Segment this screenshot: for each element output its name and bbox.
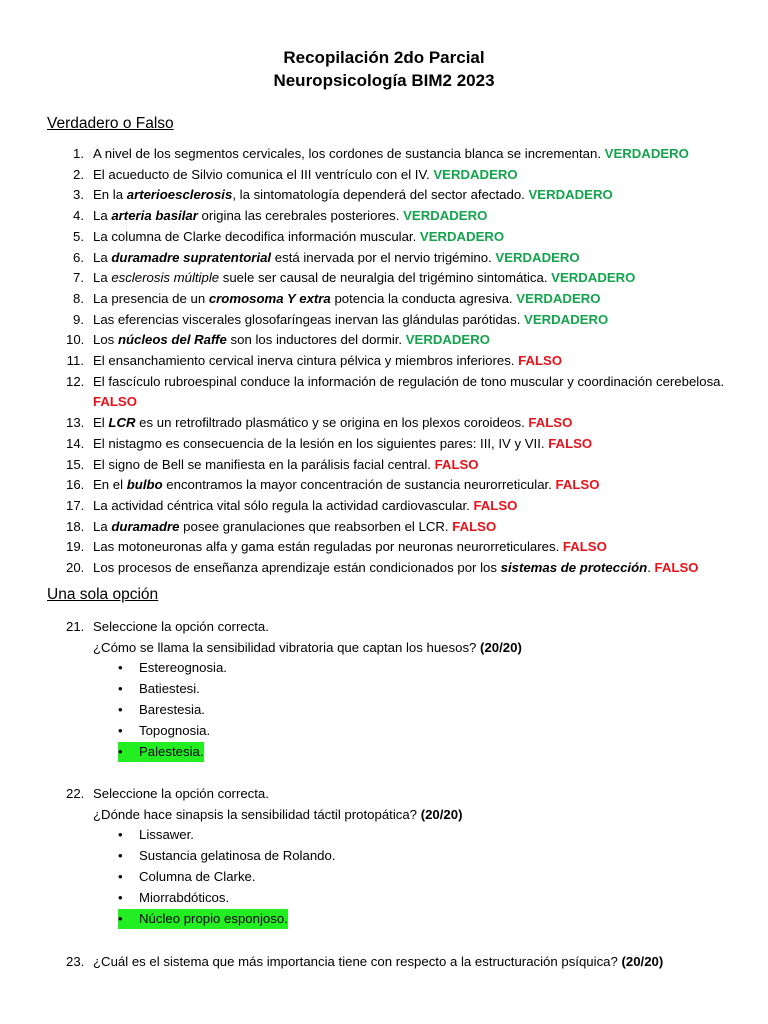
option-text: Columna de Clarke.	[139, 869, 256, 884]
item-statement	[93, 455, 733, 476]
statement-fragment: El nistagmo es consecuencia de la lesión en los siguientes pares: III, IV y VII.	[93, 435, 549, 451]
list-item	[0, 455, 768, 476]
answer-label: FALSO	[555, 477, 600, 493]
list-item	[0, 248, 768, 269]
option	[118, 658, 768, 679]
item-number: 15.	[66, 456, 85, 472]
item-statement	[93, 310, 733, 331]
list-item	[0, 434, 768, 455]
item-number: 18.	[66, 518, 85, 534]
answer-label: VERDADERO	[551, 270, 636, 286]
list-item	[0, 144, 768, 165]
section-heading-true-false: Verdadero o Falso	[47, 115, 174, 132]
list-item	[0, 558, 768, 579]
statement-fragment: El	[93, 415, 109, 431]
statement-fragment: En el	[93, 477, 127, 493]
option-text: Topognosia.	[139, 722, 211, 738]
item-number: 12.	[66, 373, 85, 389]
option-correct	[118, 742, 204, 763]
statement-fragment: encontramos la mayor concentración de sustancia neurorreticular.	[162, 477, 556, 493]
item-statement	[93, 206, 733, 227]
item-number: 3.	[73, 187, 84, 203]
statement-fragment: está inervada por el nervio trigémino.	[271, 249, 496, 265]
item-number: 7.	[73, 270, 84, 286]
list-item	[0, 475, 768, 496]
statement-fragment: La	[93, 249, 112, 265]
item-statement	[93, 185, 733, 206]
statement-fragment: posee granulaciones que reabsorben el LCR.	[179, 518, 453, 534]
question-score: (20/20)	[480, 639, 522, 655]
statement-fragment: es un retrofiltrado plasmático y se origina en los plexos coroideos.	[135, 415, 529, 431]
list-item	[0, 165, 768, 186]
statement-fragment: LCR	[108, 415, 136, 431]
answer-label: VERDADERO	[516, 290, 601, 306]
answer-label: FALSO	[434, 456, 479, 472]
statement-fragment: Las motoneuronas alfa y gama están reguladas por neuronas neurorreticulares.	[93, 539, 563, 555]
item-number: 14.	[66, 435, 85, 451]
statement-fragment: En la	[93, 187, 127, 203]
answer-label: VERDADERO	[419, 228, 505, 244]
statement-fragment: son los inductores del dormir.	[226, 332, 406, 348]
item-statement	[93, 537, 733, 558]
question-21	[0, 617, 768, 762]
option-correct	[118, 909, 288, 930]
list-item	[0, 372, 768, 413]
item-number: 8.	[73, 290, 84, 306]
question-score: (20/20)	[420, 806, 463, 822]
item-number: 5.	[73, 228, 84, 244]
bullet-icon: •	[118, 722, 123, 738]
bullet-icon: •	[118, 681, 123, 697]
option-text: Núcleo propio esponjoso.	[139, 910, 288, 926]
item-number: 16.	[66, 477, 85, 493]
item-statement	[93, 496, 733, 517]
question-23	[0, 952, 768, 973]
statement-fragment: El signo de Bell se manifiesta en la parálisis facial central.	[93, 456, 435, 472]
option-text: Sustancia gelatinosa de Rolando.	[139, 848, 336, 864]
document-title-line1: Recopilación 2do Parcial	[283, 48, 485, 67]
statement-fragment: La actividad céntrica vital sólo regula la actividad cardiovascular.	[93, 497, 474, 513]
bullet-icon: •	[118, 742, 139, 763]
statement-fragment: El acueducto de Silvio comunica el III ventrículo con el IV.	[93, 166, 434, 182]
item-number: 10.	[66, 332, 85, 348]
statement-fragment: La	[93, 270, 112, 286]
option-text: Estereognosia.	[139, 660, 227, 676]
statement-fragment: duramadre	[111, 518, 180, 534]
answer-label: VERDADERO	[524, 311, 609, 327]
statement-fragment: Los procesos de enseñanza aprendizaje están condicionados por los	[93, 560, 501, 576]
statement-fragment: El ensanchamiento cervical inerva cintura pélvica y miembros inferiores.	[93, 353, 519, 369]
question-score: (20/20)	[621, 954, 664, 969]
item-number: 11.	[66, 353, 84, 369]
option	[118, 867, 768, 888]
question-text	[93, 805, 768, 826]
statement-fragment: .	[647, 560, 655, 576]
bullet-icon: •	[118, 889, 123, 905]
item-number: 4.	[73, 208, 84, 224]
statement-fragment: El fascículo rubroespinal conduce la información de regulación de tono muscular y coordinación cerebelosa.	[93, 373, 725, 389]
statement-fragment: , la sintomatología dependerá del sector afectado.	[232, 187, 529, 203]
list-item	[0, 537, 768, 558]
bullet-icon: •	[118, 869, 123, 884]
option	[118, 679, 768, 700]
answer-label: FALSO	[452, 518, 497, 534]
list-item	[0, 351, 768, 372]
list-item	[0, 496, 768, 517]
statement-fragment: La presencia de un	[93, 290, 209, 306]
statement-fragment: duramadre supratentorial	[111, 249, 272, 265]
item-statement	[93, 351, 733, 372]
question-number: 23.	[66, 954, 85, 969]
option	[118, 888, 768, 909]
option	[118, 721, 768, 742]
item-number: 6.	[73, 249, 84, 265]
list-item	[0, 206, 768, 227]
statement-fragment: A nivel de los segmentos cervicales, los cordones de sustancia blanca se incrementan.	[93, 146, 605, 161]
statement-fragment: arteria basilar	[111, 208, 198, 224]
answer-label: VERDADERO	[528, 187, 613, 203]
answer-label: VERDADERO	[433, 166, 518, 182]
answer-label: FALSO	[528, 415, 573, 431]
document-title-line2: Neuropsicología BIM2 2023	[273, 71, 495, 90]
question-number: 22.	[66, 786, 85, 801]
item-statement	[93, 475, 733, 496]
item-number: 17.	[66, 497, 85, 513]
option-text: Lissawer.	[139, 827, 194, 843]
option-text: Miorrabdóticos.	[139, 889, 230, 905]
statement-fragment: núcleos del Raffe	[117, 332, 227, 348]
statement-fragment: Los	[93, 332, 118, 348]
statement-fragment: esclerosis múltiple	[111, 270, 220, 286]
item-statement	[93, 289, 733, 310]
list-item	[0, 227, 768, 248]
statement-fragment: La	[93, 518, 112, 534]
item-statement	[93, 517, 733, 538]
list-item	[0, 517, 768, 538]
item-number: 19.	[66, 539, 85, 555]
item-number: 9.	[73, 311, 84, 327]
answer-label: FALSO	[562, 539, 607, 555]
statement-fragment: origina las cerebrales posteriores.	[197, 208, 404, 224]
option	[118, 700, 768, 721]
option-text: Batiestesi.	[139, 681, 200, 697]
bullet-icon: •	[118, 827, 123, 843]
item-number: 20.	[66, 560, 85, 576]
statement-fragment: La columna de Clarke decodifica información muscular.	[93, 228, 420, 244]
section-heading-single-option: Una sola opción	[47, 586, 159, 603]
statement-fragment: Las eferencias viscerales glosofaríngeas inervan las glándulas parótidas.	[93, 311, 525, 327]
statement-fragment: suele ser causal de neuralgia del trigémino sintomática.	[219, 270, 552, 286]
item-statement	[93, 330, 733, 351]
answer-label: FALSO	[548, 435, 593, 451]
question-text	[93, 952, 768, 973]
statement-fragment: potencia la conducta agresiva.	[330, 290, 517, 306]
list-item	[0, 413, 768, 434]
answer-label: VERDADERO	[403, 208, 488, 224]
question-22	[0, 784, 768, 929]
statement-fragment: sistemas de protección	[500, 560, 648, 576]
item-number: 2.	[73, 166, 84, 182]
answer-label: FALSO	[473, 497, 518, 513]
question-body: ¿Dónde hace sinapsis la sensibilidad táctil protopática?	[93, 806, 421, 822]
list-item	[0, 185, 768, 206]
item-statement	[93, 268, 733, 289]
answer-label: VERDADERO	[604, 146, 689, 161]
question-number: 21.	[66, 619, 85, 634]
statement-fragment: bulbo	[126, 477, 163, 493]
option	[118, 846, 768, 867]
item-statement	[93, 227, 733, 248]
answer-label: FALSO	[93, 394, 137, 410]
item-statement	[93, 248, 733, 269]
list-item	[0, 268, 768, 289]
list-item	[0, 289, 768, 310]
option-text: Palestesia.	[139, 743, 204, 759]
statement-fragment: La	[93, 208, 112, 224]
true-false-list	[0, 144, 768, 579]
bullet-icon: •	[118, 848, 123, 864]
option-list	[0, 658, 768, 762]
item-statement	[93, 165, 733, 186]
answer-label: FALSO	[518, 353, 563, 369]
bullet-icon: •	[118, 660, 123, 676]
option-text: Barestesia.	[139, 702, 205, 717]
answer-label: FALSO	[654, 560, 699, 576]
question-text	[93, 638, 768, 659]
item-statement	[93, 144, 733, 165]
answer-label: VERDADERO	[495, 249, 580, 265]
question-body: ¿Cómo se llama la sensibilidad vibratoria que captan los huesos?	[93, 639, 481, 655]
answer-label: VERDADERO	[405, 332, 491, 348]
question-prompt: Seleccione la opción correcta.	[93, 786, 269, 801]
item-statement	[93, 434, 733, 455]
bullet-icon: •	[118, 702, 123, 717]
statement-fragment: arterioesclerosis	[126, 187, 233, 203]
question-prompt: Seleccione la opción correcta.	[93, 619, 269, 634]
statement-fragment: cromosoma Y extra	[208, 290, 331, 306]
question-body: ¿Cuál es el sistema que más importancia tiene con respecto a la estructuración psíquica?	[93, 954, 622, 969]
option-list	[0, 825, 768, 929]
item-statement	[93, 372, 733, 413]
list-item	[0, 330, 768, 351]
list-item	[0, 310, 768, 331]
bullet-icon: •	[118, 909, 139, 930]
option	[118, 825, 768, 846]
item-number: 13.	[66, 415, 85, 431]
item-statement	[93, 558, 733, 579]
item-statement	[93, 413, 733, 434]
item-number: 1.	[73, 146, 84, 161]
